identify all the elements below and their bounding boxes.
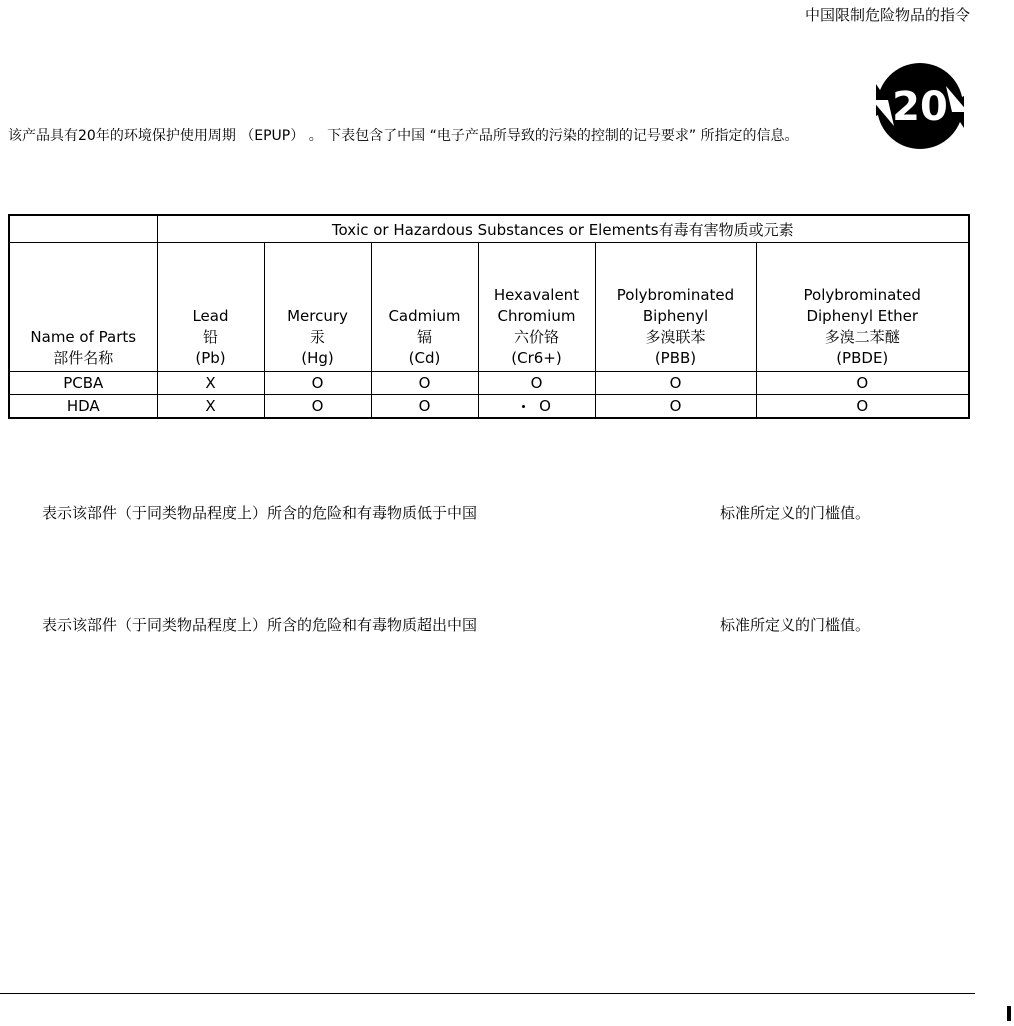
column-header-line: 多溴联苯 (645, 328, 706, 346)
column-header-pbb (595, 243, 756, 372)
column-header-line: (Cr6+) (511, 349, 562, 367)
column-header-line: (Cd) (408, 349, 441, 367)
intro-paragraph: 该产品具有20年的环境保护使用周期 （EPUP） 。 下表包含了中国 “电子产品所导致的污染的控制的记号要求” 所指定的信息。 (8, 128, 799, 144)
substance-value-cell: O (478, 372, 595, 395)
note-text: 表示该部件（于同类物品程度上）所含的危险和有毒物质超出中国 (42, 616, 478, 634)
epup-20-logo-icon (868, 54, 972, 158)
column-header-line: Diphenyl Ether (806, 307, 919, 325)
column-header-line: 多溴二苯醚 (824, 328, 900, 346)
page-edge-mark (1007, 1006, 1011, 1021)
note-tail: 标准所定义的门槛值。 (720, 616, 871, 634)
column-header-line: 铅 (202, 328, 218, 346)
column-header-line: Hexavalent (493, 286, 580, 304)
column-header-line: Chromium (497, 307, 576, 325)
column-header-line: (Pb) (195, 349, 226, 367)
substance-value-cell: O (264, 395, 371, 419)
epup-logo-number: 20 (892, 84, 948, 130)
hazardous-substances-table (8, 214, 970, 419)
column-header-cadmium (371, 243, 478, 372)
part-name-cell: HDA (9, 395, 157, 419)
column-header-line: Cadmium (388, 307, 461, 325)
substance-value-cell: X (157, 395, 264, 419)
table-corner-cell (9, 215, 157, 243)
substance-value-cell: O (264, 372, 371, 395)
column-header-lead (157, 243, 264, 372)
page-header-title: 中国限制危险物品的指令 (804, 6, 970, 24)
table-row (9, 395, 969, 419)
column-header-line: 镉 (416, 328, 432, 346)
column-header-pbde (756, 243, 969, 372)
note-text: 表示该部件（于同类物品程度上）所含的危险和有毒物质低于中国 (42, 504, 478, 522)
substance-value: O (539, 397, 551, 415)
table-row (9, 372, 969, 395)
substance-value-cell: O (756, 372, 969, 395)
column-header-line: (PBB) (654, 349, 697, 367)
substance-value-cell-hexavalent (478, 395, 595, 419)
stray-dot (522, 405, 525, 408)
column-header-line: Biphenyl (642, 307, 709, 325)
substance-value-cell: O (371, 395, 478, 419)
substance-value-cell: O (595, 372, 756, 395)
substance-value-cell: X (157, 372, 264, 395)
column-header-line: 部件名称 (53, 349, 114, 367)
table-group-header: Toxic or Hazardous Substances or Elements有毒有害物质或元素 (157, 215, 969, 243)
column-header-line: Lead (192, 307, 229, 325)
footer-divider (0, 993, 975, 994)
column-header-line: (PBDE) (836, 349, 889, 367)
column-header-line: (Hg) (301, 349, 334, 367)
substance-value-cell: O (595, 395, 756, 419)
note-below-threshold (42, 502, 871, 523)
column-header-hexavalent-chromium (478, 243, 595, 372)
substance-value-cell: O (756, 395, 969, 419)
part-name-cell: PCBA (9, 372, 157, 395)
column-header-line: Polybrominated (803, 286, 921, 304)
note-tail: 标准所定义的门槛值。 (720, 504, 871, 522)
column-header-line: Name of Parts (30, 328, 137, 346)
column-header-line: Polybrominated (616, 286, 735, 304)
substance-value-cell: O (371, 372, 478, 395)
column-header-name-of-parts (9, 243, 157, 372)
column-header-mercury (264, 243, 371, 372)
note-above-threshold (42, 614, 871, 635)
column-header-line: 汞 (309, 328, 325, 346)
column-header-line: 六价铬 (513, 328, 559, 346)
column-header-line: Mercury (287, 307, 348, 325)
